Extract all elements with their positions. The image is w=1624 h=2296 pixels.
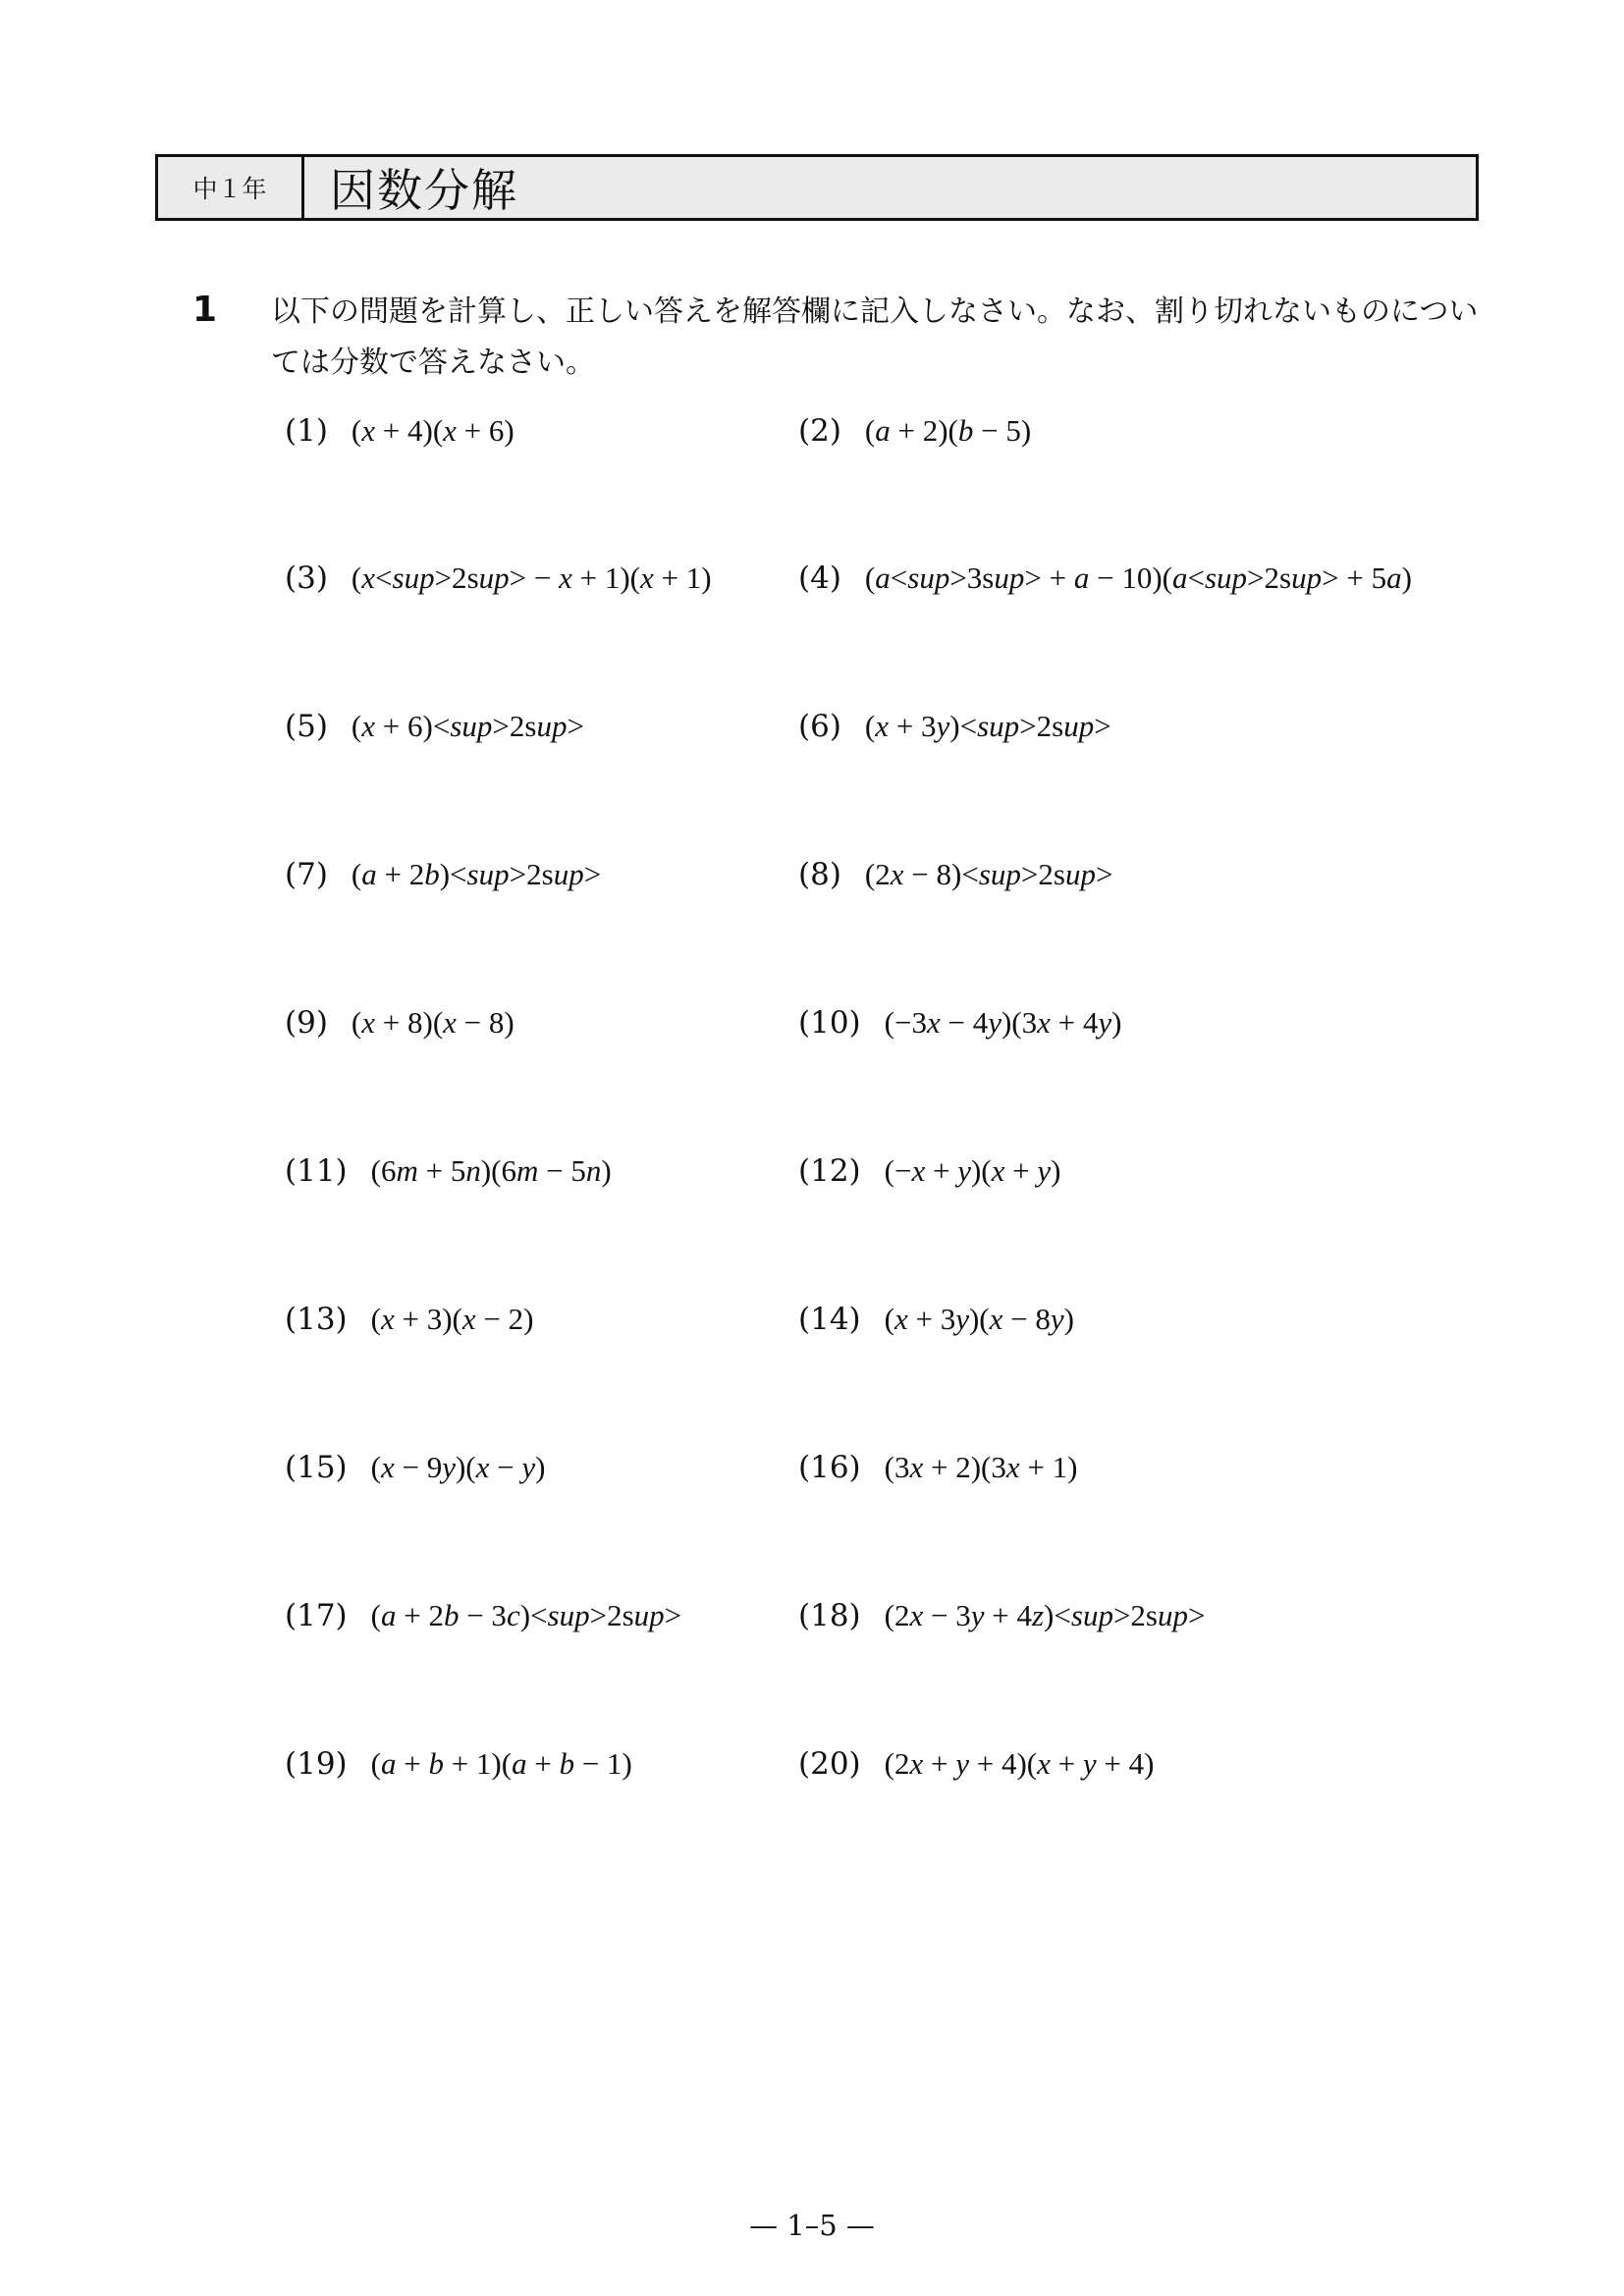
- problem-label: (20): [798, 1746, 861, 1782]
- problem-label: (1): [285, 413, 328, 449]
- problem-item: [798, 1302, 1074, 1337]
- problem-expression: (3x + 2)(3x + 1): [884, 1450, 1078, 1484]
- problem-expression: (x + 3)(x − 2): [370, 1302, 534, 1336]
- problem-label: (14): [798, 1302, 861, 1337]
- problem-expression: (2x − 8)<sup>2sup>: [864, 857, 1113, 891]
- page-number: — 1–5 —: [749, 2209, 875, 2242]
- problem-label: (8): [798, 857, 841, 892]
- problem-expression: (a + 2)(b − 5): [864, 413, 1032, 448]
- problem-expression: (6m + 5n)(6m − 5n): [370, 1153, 612, 1188]
- problem-expression: (a + 2b − 3c)<sup>2sup>: [370, 1598, 682, 1632]
- problem-label: (13): [285, 1302, 348, 1337]
- problem-item: [798, 1153, 1060, 1189]
- problem-label: (10): [798, 1005, 861, 1041]
- question-number: 1: [192, 290, 218, 330]
- problem-label: (3): [285, 561, 328, 596]
- problem-item: [285, 1450, 545, 1485]
- problem-label: (5): [285, 709, 328, 744]
- problem-expression: (x<sup>2sup> − x + 1)(x + 1): [351, 561, 712, 595]
- problem-expression: (a + 2b)<sup>2sup>: [351, 857, 602, 891]
- problem-item: [285, 561, 712, 596]
- problem-label: (15): [285, 1450, 348, 1485]
- problem-item: [285, 1302, 533, 1337]
- problem-item: [798, 1598, 1205, 1633]
- problem-expression: (x + 3y)(x − 8y): [884, 1302, 1074, 1336]
- problem-expression: (x + 4)(x + 6): [351, 413, 514, 448]
- problem-item: [798, 1746, 1154, 1782]
- problem-item: [285, 1598, 681, 1633]
- problem-expression: (−x + y)(x + y): [884, 1153, 1061, 1188]
- problem-label: (17): [285, 1598, 348, 1633]
- problem-label: (18): [798, 1598, 861, 1633]
- problem-item: [798, 1005, 1121, 1041]
- problem-expression: (x + 6)<sup>2sup>: [351, 709, 584, 743]
- problem-item: [798, 709, 1111, 744]
- problem-label: (19): [285, 1746, 348, 1782]
- problem-item: [285, 857, 601, 892]
- problem-label: (9): [285, 1005, 328, 1041]
- problem-label: (4): [798, 561, 841, 596]
- problem-item: [285, 709, 584, 744]
- page-title: 因数分解: [330, 164, 518, 217]
- problem-expression: (2x − 3y + 4z)<sup>2sup>: [884, 1598, 1206, 1632]
- problem-item: [798, 857, 1112, 892]
- problem-label: (11): [285, 1153, 348, 1189]
- problem-expression: (−3x − 4y)(3x + 4y): [884, 1005, 1122, 1040]
- problem-label: (2): [798, 413, 841, 449]
- problem-expression: (x + 8)(x − 8): [351, 1005, 514, 1040]
- problem-item: [285, 413, 514, 449]
- problem-expression: (2x + y + 4)(x + y + 4): [884, 1746, 1155, 1781]
- problem-label: (6): [798, 709, 841, 744]
- problem-item: [798, 1450, 1077, 1485]
- problem-label: (16): [798, 1450, 861, 1485]
- question-instruction: 以下の問題を計算し、正しい答えを解答欄に記入しなさい。なお、割り切れないものについては分数で答えなさい。: [271, 294, 1479, 380]
- grade-label: 中１年: [158, 157, 304, 218]
- problem-item: [798, 561, 1412, 596]
- problem-label: (12): [798, 1153, 861, 1189]
- problem-item: [285, 1005, 514, 1041]
- problem-expression: (a + b + 1)(a + b − 1): [370, 1746, 632, 1781]
- worksheet-header: [155, 154, 1479, 221]
- problem-item: [285, 1746, 632, 1782]
- problem-expression: (x + 3y)<sup>2sup>: [864, 709, 1111, 743]
- problem-item: [798, 413, 1031, 449]
- problem-expression: (x − 9y)(x − y): [370, 1450, 546, 1484]
- problem-label: (7): [285, 857, 328, 892]
- problem-item: [285, 1153, 612, 1189]
- problem-expression: (a<sup>3sup> + a − 10)(a<sup>2sup> + 5a): [864, 561, 1412, 595]
